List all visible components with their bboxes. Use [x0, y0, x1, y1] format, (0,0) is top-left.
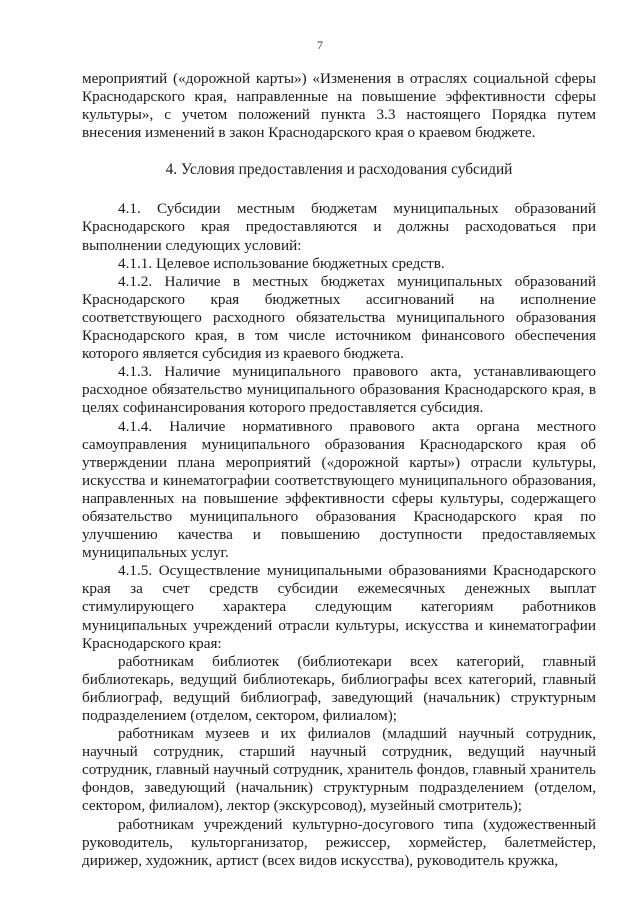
document-body [82, 70, 596, 870]
list-item-libraries: работникам библиотек (библиотекари всех категорий, главный библиотекарь, ведущий библиотекарь, библиографы всех категорий, главный библиограф, ведущий библиограф, заведующий (начальник) структурным подразделением (отделом, сектором, филиалом); [82, 652, 596, 724]
paragraph-4-1-2: 4.1.2. Наличие в местных бюджетах муниципальных образований Краснодарского края бюджетных ассигнований на исполнение соответствующего расходного обязательства муниципального образования Краснодарского края, в том числе источником финансового обеспечения которого является субсидия из краевого бюджета. [82, 272, 596, 363]
paragraph-4-1-3: 4.1.3. Наличие муниципального правового акта, устанавливающего расходное обязательство муниципального образования Краснодарского края, в целях софинансирования которого предоставляется субсидия. [82, 363, 596, 417]
list-item-museums: работникам музеев и их филиалов (младший научный сотрудник, научный сотрудник, старший научный сотрудник, ведущий научный сотрудник, главный научный сотрудник, хранитель фондов, главный хранитель фондов, заведующий (начальник) структурным подразделением (отделом, сектором, филиалом), лектор (экскурсовод), музейный смотритель); [82, 725, 596, 815]
paragraph-4-1-1: 4.1.1. Целевое использование бюджетных средств. [118, 254, 445, 272]
paragraph-4-1: 4.1. Субсидии местным бюджетам муниципальных образований Краснодарского края предоставляются и должны расходоваться при выполнении следующих условий: [82, 200, 596, 254]
paragraph-4-1-4: 4.1.4. Наличие нормативного правового акта органа местного самоуправления муниципального образования Краснодарского края об утверждении плана мероприятий («дорожной карты») отрасли культуры, искусства и кинематографии соответствующего муниципального образования, направленных на повышение эффективности сферы культуры, содержащего обязательство муниципального образования Краснодарского края по улучшению качества и повышению доступности предоставляемых муниципальных услуг. [82, 417, 596, 562]
section-heading: 4. Условия предоставления и расходования субсидий [165, 161, 513, 179]
paragraph-4-1-5: 4.1.5. Осуществление муниципальными образованиями Краснодарского края за счет средств субсидии ежемесячных денежных выплат стимулирующего характера следующим категориям работников муниципальных учреждений отрасли культуры, искусства и кинематографии Краснодарского края: [82, 562, 596, 652]
page-number: 7 [317, 38, 323, 52]
list-item-cultural-institutions: работникам учреждений культурно-досугового типа (художественный руководитель, культорганизатор, режиссер, хормейстер, балетмейстер, дирижер, художник, артист (всех видов искусства), руководитель кружка, [82, 815, 596, 869]
intro-paragraph: мероприятий («дорожной карты») «Изменения в отраслях социальной сферы Краснодарского края, направленные на повышение эффективности сферы культуры», с учетом положений пункта 3.3 настоящего Порядка путем внесения изменений в закон Краснодарского края о краевом бюджете. [82, 70, 596, 142]
